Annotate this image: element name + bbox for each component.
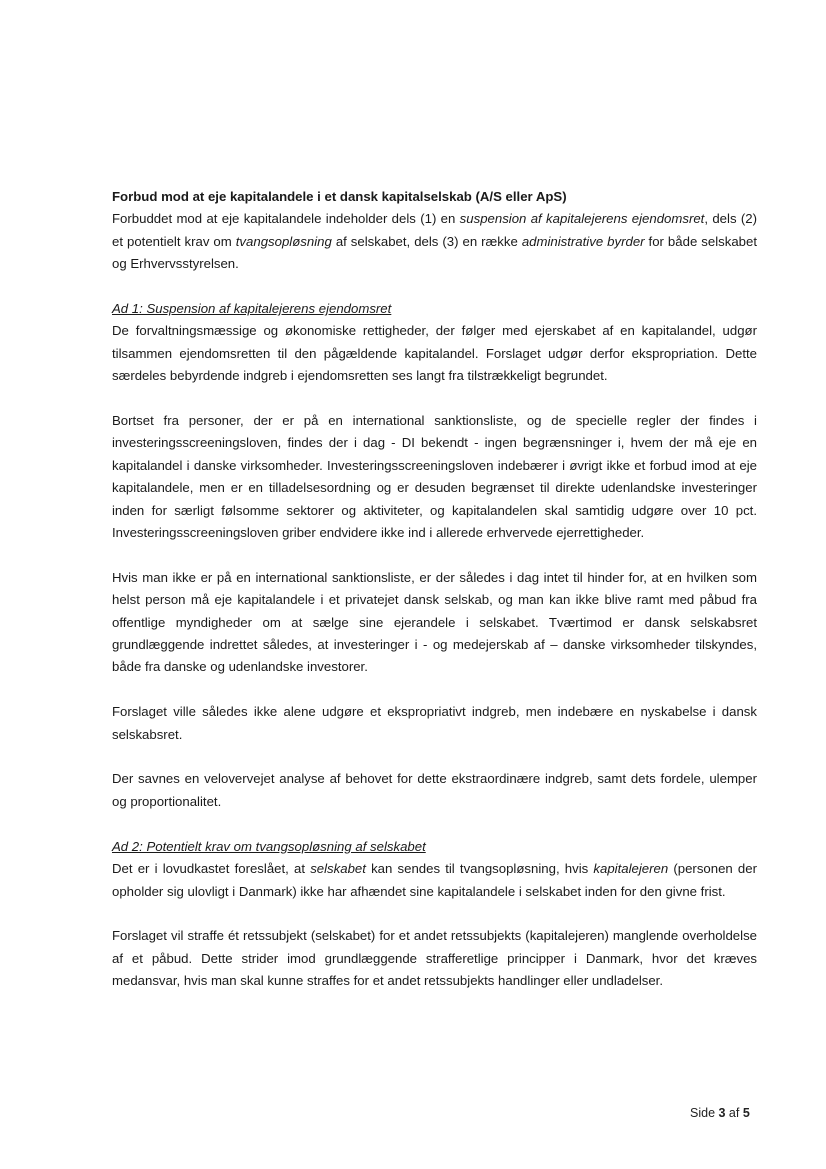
paragraph: De forvaltningsmæssige og økonomiske rettigheder, der følger med ejerskabet af en kapitalandel, udgør tilsammen ejendomsretten til den pågældende kapitalandel. Forslaget udgør derfor ekspropriation. Dette særdeles bebyrdende indgreb i ejendomsretten ses langt fra tilstrækkeligt begrundet. (112, 323, 757, 384)
text: kan sendes til tvangsopløsning, hvis (365, 861, 594, 877)
intro-paragraph (112, 208, 757, 275)
page-number (690, 1106, 750, 1120)
section-heading: Forbud mod at eje kapitalandele i et dansk kapitalselskab (A/S eller ApS) (112, 189, 567, 204)
paragraph: Der savnes en velovervejet analyse af behovet for dette ekstraordinære indgreb, samt dets fordele, ulemper og proportionalitet. (112, 771, 757, 809)
text: af (725, 1106, 743, 1120)
text: , dels (2) et potentielt krav om (112, 211, 757, 249)
italic-text: suspension af kapitalejerens ejendomsret (459, 211, 705, 227)
paragraph: Bortset fra personer, der er på en international sanktionsliste, og de specielle regler der findes i investeringsscreeningsloven, findes der i dag - DI bekendt - ingen begrænsninger i, hvem der må eje en kapitalandel i danske virksomheder. Investeringsscreeningsloven indebærer i øvrigt ikke et forbud imod at eje kapitalandele, men er en tilladelsesordning og er desuden begrænset til direkte udenlandske investeringer inden for særligt følsomme sektorer og aktiviteter, og kapitalandelen skal samtidig udgøre over 10 pct. Investeringsscreeningsloven griber endvidere ikke ind i allerede erhvervede ejerrettigheder. (112, 413, 757, 541)
italic-text: kapitalejeren (593, 861, 669, 877)
text: Side (690, 1106, 719, 1120)
current-page: 3 (718, 1106, 726, 1120)
paragraph: Hvis man ikke er på en international sanktionsliste, er der således i dag intet til hinder for, at en hvilken som helst person må eje kapitalandele i et privatejet dansk selskab, og man kan ikke blive ramt med påbud fra offentlige myndigheder om at sælge sine ejerandele i selskabet. Tværtimod er dansk selskabsret grundlæggende indrettet således, at investeringer i - og medejerskab af – danske virksomheder tilskyndes, både fra danske og udenlandske investorer. (112, 569, 757, 675)
paragraph (112, 858, 757, 903)
italic-text: administrative byrder (521, 233, 645, 249)
total-pages: 5 (742, 1106, 750, 1120)
text: (personen der opholder sig ulovligt i Danmark) ikke har afhændet sine kapitalandele i selskabet inden for den givne frist. (112, 861, 757, 899)
italic-text: selskabet (310, 861, 366, 877)
text: Det er i lovudkastet foreslået, at (112, 861, 311, 877)
subsection-title-1: Ad 1: Suspension af kapitalejerens ejendomsret (112, 301, 392, 317)
text: af selskabet, dels (3) en række (331, 233, 522, 249)
italic-text: tvangsopløsning (235, 233, 332, 249)
text: for både selskabet og Erhvervsstyrelsen. (112, 233, 757, 272)
subsection-title-2: Ad 2: Potentielt krav om tvangsopløsning af selskabet (112, 838, 426, 854)
paragraph: Forslaget vil straffe ét retssubjekt (selskabet) for et andet retssubjekts (kapitalejeren) manglende overholdelse af et påbud. Dette strider imod grundlæggende strafferetlige principper i Danmark, hvor det kræves medansvar, hvis man skal kunne straffes for et andet retssubjekts handlinger eller undladelser. (112, 928, 757, 989)
paragraph: Forslaget ville således ikke alene udgøre et ekspropriativt indgreb, men indebære en nyskabelse i dansk selskabsret. (112, 704, 757, 742)
text: Forbuddet mod at eje kapitalandele indeholder dels (1) en (112, 211, 460, 227)
document-body (112, 186, 757, 1015)
